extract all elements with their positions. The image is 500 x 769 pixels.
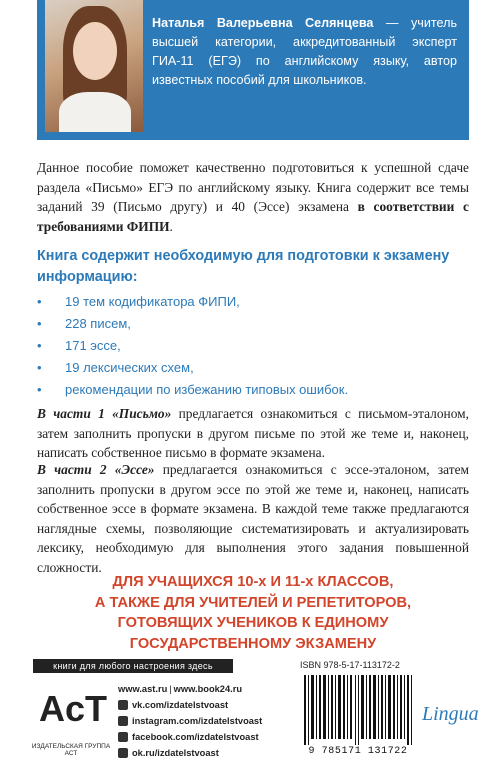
audience-line: ГОСУДАРСТВЕННОМУ ЭКЗАМЕНУ <box>129 635 377 652</box>
list-item: • 171 эссе, <box>37 335 469 357</box>
bullet-icon: • <box>37 316 42 331</box>
intro-text: Данное пособие поможет качественно подготовиться к успешной сдаче раздела «Письмо» ЕГЭ по английскому языку. Книга содержит все темы заданий 39 (Письмо другу) и 40 (Эссе) экзамена <box>37 160 469 215</box>
contents-heading: Книга содержит необходимую для подготовки к экзамену информацию: <box>37 248 450 285</box>
intro-bold: в соответствии с требованиями ФИПИ <box>37 199 469 234</box>
list-item: • 19 тем кодификатора ФИПИ, <box>37 291 469 313</box>
list-item: • 228 писем, <box>37 313 469 335</box>
author-name: Наталья Валерьевна Селянцева <box>152 16 374 30</box>
site-links <box>118 681 298 697</box>
intro-paragraph <box>37 158 469 236</box>
author-section <box>0 0 500 148</box>
facebook-icon <box>118 732 128 742</box>
bullet-icon: • <box>37 294 42 309</box>
list-item: • 19 лексических схем, <box>37 357 469 379</box>
publisher-logo <box>33 681 109 767</box>
vk-icon <box>118 700 128 710</box>
photo-face <box>73 22 117 80</box>
publisher-caption: ИЗДАТЕЛЬСКАЯ ГРУППА АСТ <box>31 743 111 757</box>
barcode-icon <box>302 675 414 745</box>
author-description: — учитель высшей категории, аккредитованный эксперт ГИА-11 (ЕГЭ) по английскому языку, автор известных пособий для школьников. <box>152 16 458 87</box>
ok-icon <box>118 748 128 758</box>
isbn-number: ISBN 978-5-17-113172-2 <box>300 660 400 670</box>
audience-line: А ТАКЖЕ ДЛЯ УЧИТЕЛЕЙ И РЕПЕТИТОРОВ, <box>94 594 412 611</box>
bullet-icon: • <box>37 338 42 353</box>
instagram-icon <box>118 716 128 726</box>
photo-shirt <box>59 92 131 132</box>
instagram-link[interactable]: instagram.com/izdatelstvoast <box>118 713 298 729</box>
intro-end: . <box>169 218 173 234</box>
part1-paragraph <box>37 404 469 463</box>
part2-paragraph <box>37 460 469 578</box>
part1-label: В части 1 «Письмо» <box>37 406 172 421</box>
site-link-book24[interactable]: www.book24.ru <box>173 684 243 694</box>
lingua-logo: Lingua <box>422 703 479 725</box>
audience-line: ДЛЯ УЧАЩИХСЯ 10-х И 11-х КЛАССОВ, <box>112 574 394 590</box>
mood-banner: книги для любого настроения здесь <box>33 659 233 673</box>
contents-list <box>37 291 469 401</box>
ast-logo-icon: AcT <box>39 688 108 729</box>
part1-text: предлагается ознакомиться с письмом-эталоном, затем заполнить пропуски в другом письме по этой же теме и, наконец, написать собственное письмо в формате экзамена. <box>37 406 469 461</box>
back-cover-footer <box>0 659 500 769</box>
audience-block <box>37 572 469 654</box>
facebook-link[interactable]: facebook.com/izdatelstvoast <box>118 729 298 745</box>
part2-text: предлагается ознакомиться с эссе-эталоном, затем заполнить пропуски в другом эссе по этой же теме и, наконец, написать собственное эссе в формате экзамена. В каждой теме также предлагаются наглядные схемы, позволяющие систематизировать и актуализировать лексику, необходимую для выполнения этого задания повышенной сложности. <box>37 462 469 575</box>
publisher-links <box>118 681 298 761</box>
author-bio <box>152 14 457 90</box>
ok-link[interactable]: ok.ru/izdatelstvoast <box>118 745 298 761</box>
site-separator: | <box>169 684 172 694</box>
barcode-number: 9 785171 131722 <box>308 746 408 757</box>
list-item: • рекомендации по избежанию типовых ошибок. <box>37 379 469 401</box>
part2-label: В части 2 «Эссе» <box>37 462 155 477</box>
author-photo <box>45 0 143 132</box>
audience-line: ГОТОВЯЩИХ УЧЕНИКОВ К ЕДИНОМУ <box>117 615 389 631</box>
vk-link[interactable]: vk.com/izdatelstvoast <box>118 697 298 713</box>
site-link-ast[interactable]: www.ast.ru <box>118 684 168 694</box>
bullet-icon: • <box>37 382 42 397</box>
bullet-icon: • <box>37 360 42 375</box>
